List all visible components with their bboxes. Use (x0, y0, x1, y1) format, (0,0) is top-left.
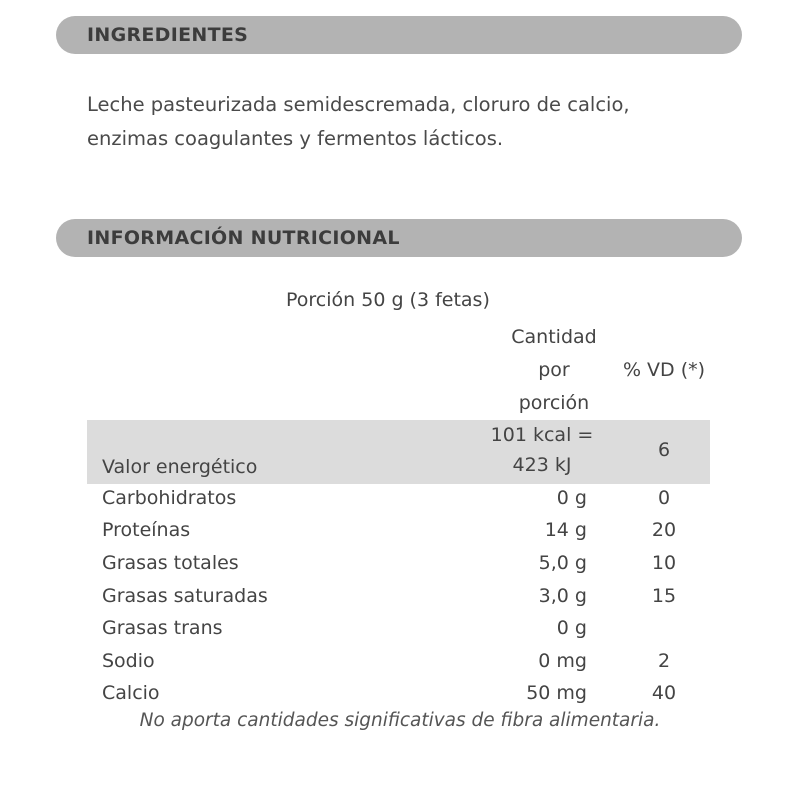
table-row (87, 645, 710, 677)
row-name: Proteínas (102, 519, 191, 541)
ingredients-line: Leche pasteurizada semidescremada, cloruro de calcio, (87, 93, 630, 116)
table-row (87, 677, 710, 709)
row-amount: 0 mg (538, 650, 587, 672)
row-amount: 0 g (556, 617, 587, 639)
row-vd: 10 (651, 552, 677, 574)
table-row (87, 547, 710, 579)
row-name: Valor energético (102, 456, 258, 478)
row-vd: 0 (657, 487, 671, 509)
row-vd: 15 (651, 585, 677, 607)
row-amount: 50 mg (526, 682, 587, 704)
row-name: Calcio (102, 682, 160, 704)
column-header-vd: % VD (*) (622, 359, 706, 381)
row-name: Sodio (102, 650, 155, 672)
ingredients-line: enzimas coagulantes y fermentos lácticos. (87, 127, 504, 150)
row-amount: 3,0 g (538, 585, 587, 607)
row-name: Grasas trans (102, 617, 223, 639)
ingredients-text (87, 88, 747, 156)
row-amount: 5,0 g (538, 552, 587, 574)
column-header-amount-line: porción (518, 392, 590, 414)
row-amount-line: 423 kJ (512, 454, 572, 476)
row-name: Grasas saturadas (102, 585, 268, 607)
column-header-amount-line: por (538, 359, 570, 381)
row-amount: 14 g (544, 519, 587, 541)
row-name: Grasas totales (102, 552, 239, 574)
nutrition-header: INFORMACIÓN NUTRICIONAL (56, 219, 742, 257)
ingredients-header: INGREDIENTES (56, 16, 742, 54)
table-row (87, 482, 710, 514)
footnote: No aporta cantidades significativas de fibra alimentaria. (139, 710, 661, 731)
row-amount: 0 g (556, 487, 587, 509)
table-row (87, 612, 710, 644)
portion-label: Porción 50 g (3 fetas) (286, 289, 490, 311)
row-vd: 6 (657, 439, 671, 461)
column-header-amount-line: Cantidad (511, 326, 597, 348)
table-row (87, 514, 710, 546)
row-amount-line: 101 kcal = (490, 424, 594, 446)
row-vd: 20 (651, 519, 677, 541)
row-name: Carbohidratos (102, 487, 237, 509)
table-row (87, 580, 710, 612)
row-amount (472, 420, 612, 480)
row-vd: 2 (657, 650, 671, 672)
column-header-amount (496, 321, 612, 420)
table-row-energy (87, 420, 710, 484)
row-vd: 40 (651, 682, 677, 704)
